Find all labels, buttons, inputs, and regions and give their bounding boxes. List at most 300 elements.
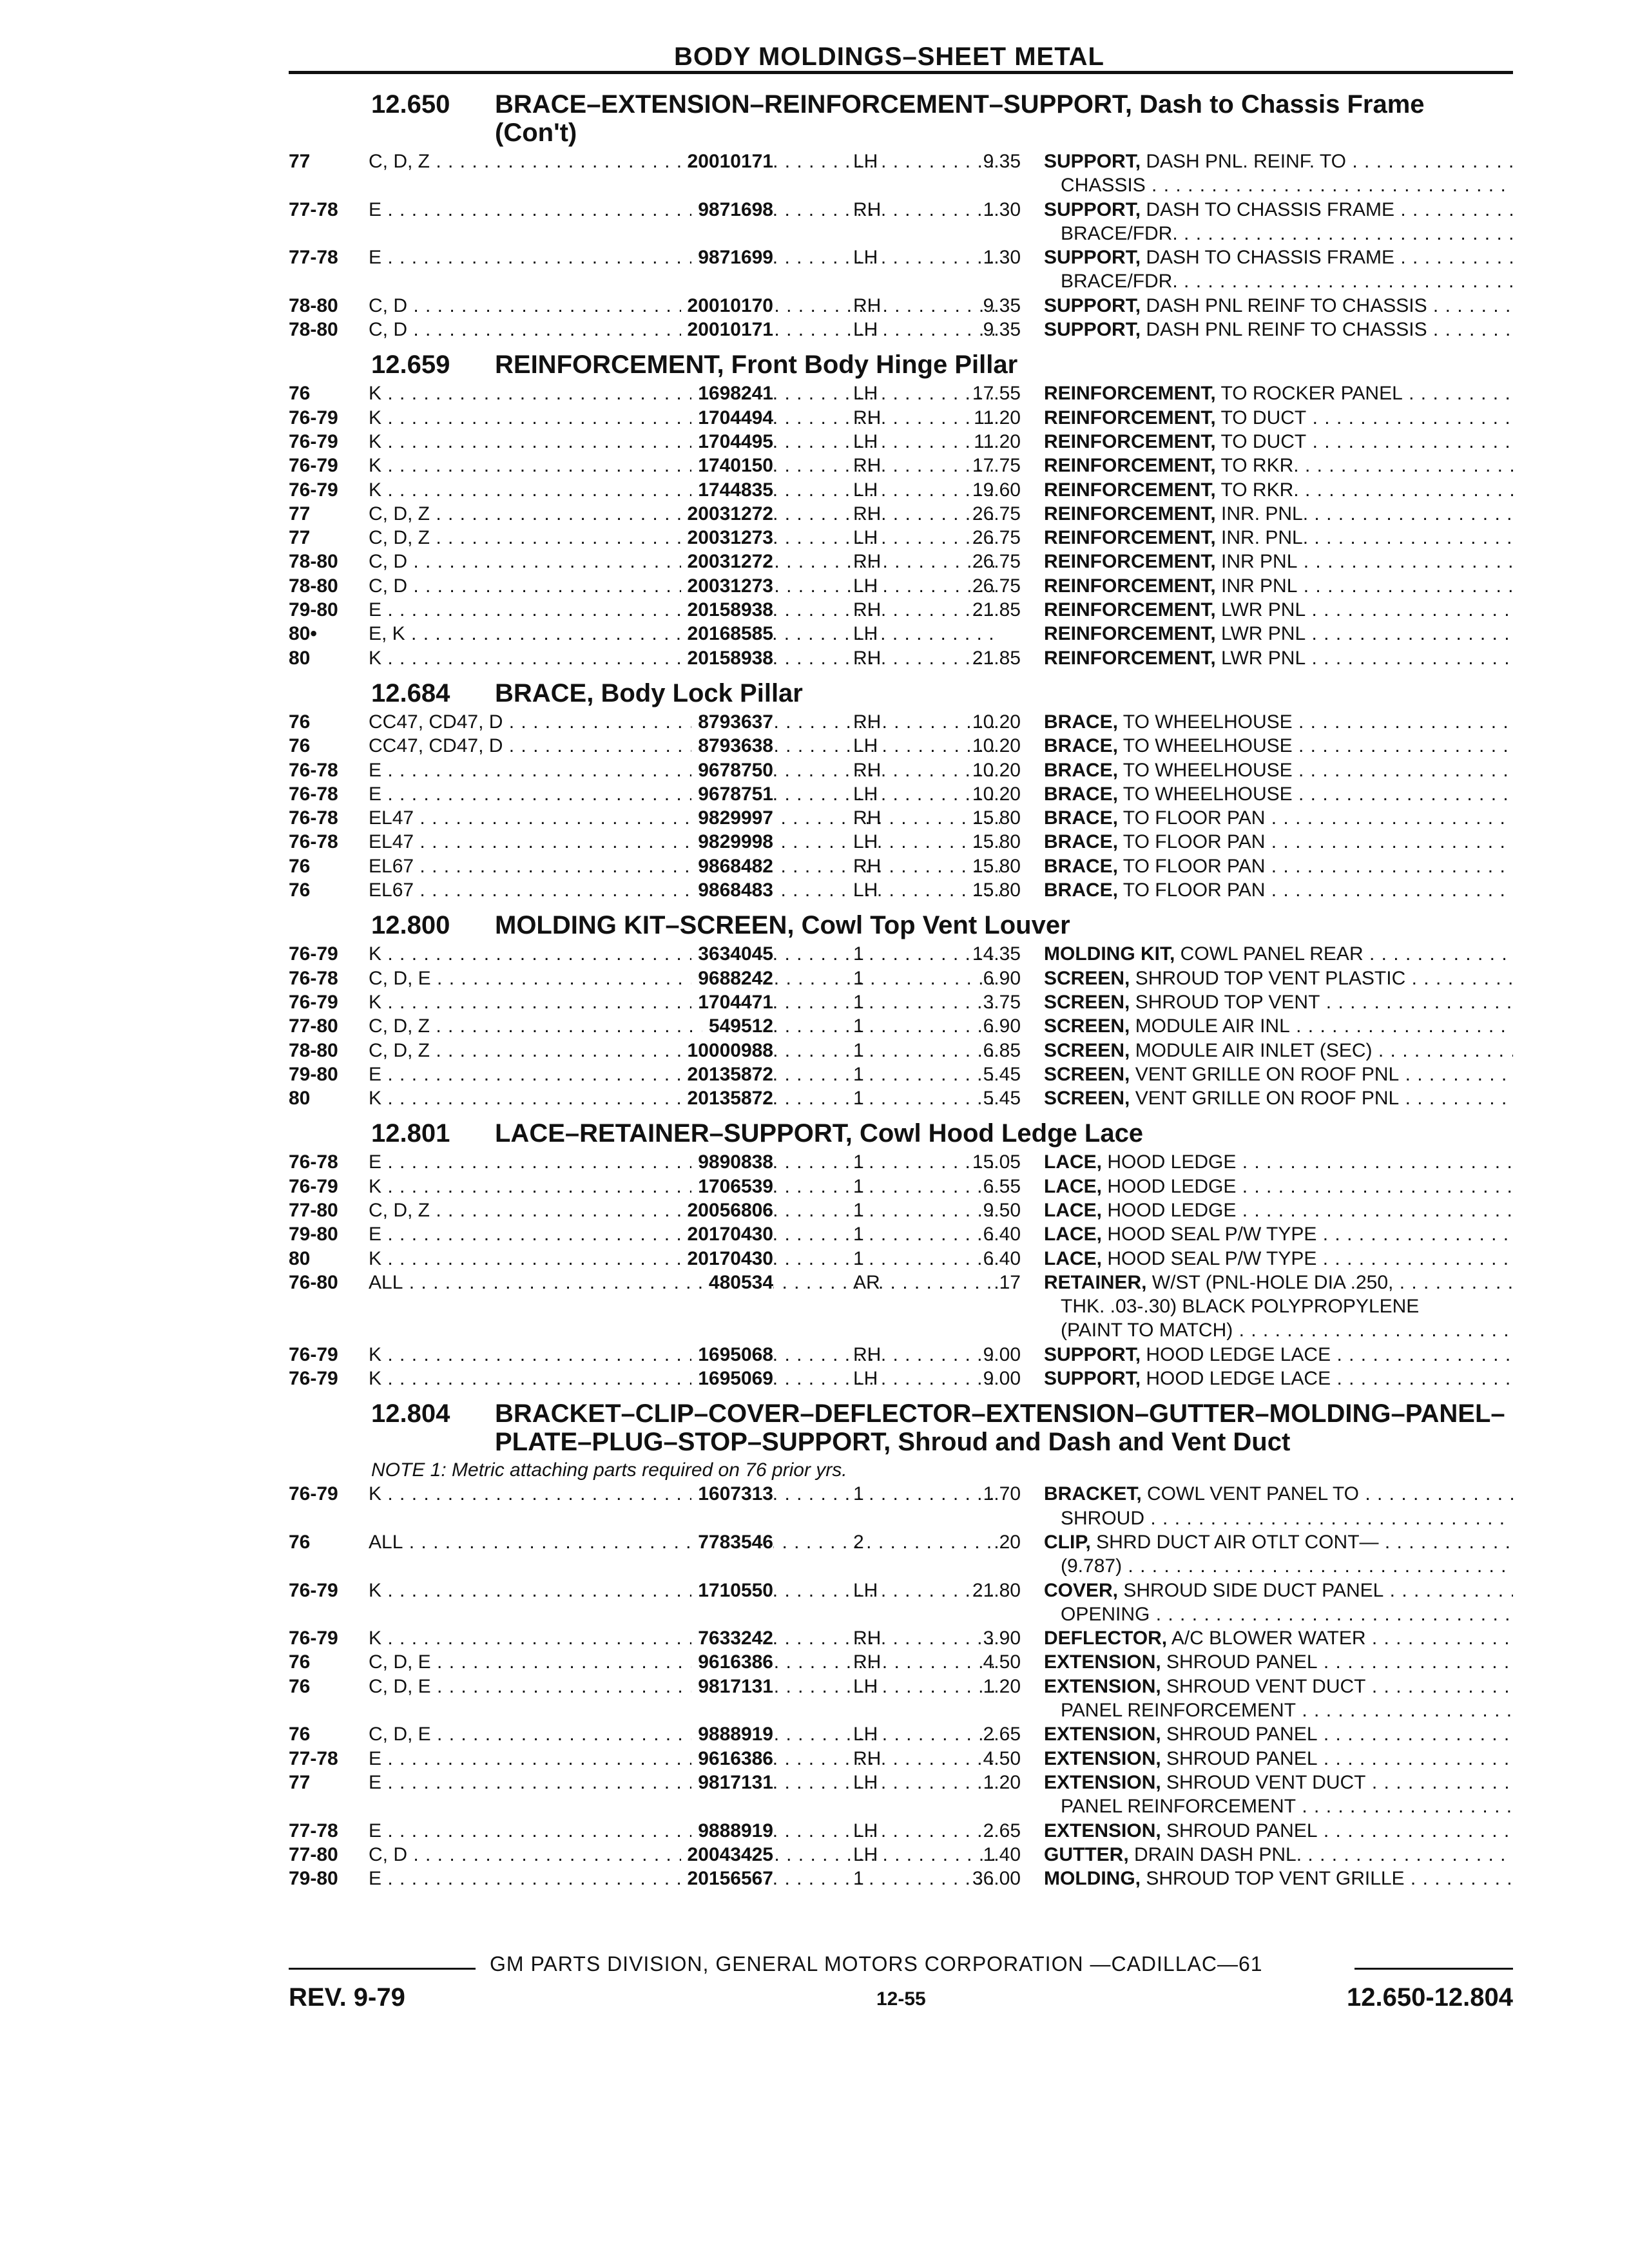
- model-year: 76-79: [289, 479, 338, 501]
- part-number: 480534: [702, 1271, 773, 1294]
- quantity-side: 1: [853, 1224, 864, 1245]
- description-text: CHASSIS: [1061, 175, 1146, 197]
- quantity-side: RH: [853, 759, 882, 781]
- part-row: [289, 502, 1513, 526]
- model-codes: K . . .: [369, 1367, 1000, 1390]
- part-number: 20043425: [681, 1843, 773, 1867]
- description-line: [1044, 1579, 1513, 1602]
- description-text: TO DUCT: [1215, 430, 1307, 452]
- model-codes: CC47, CD47, D . . .: [369, 710, 1000, 734]
- model-codes: K . . .: [369, 1482, 1000, 1506]
- section-number: 12.800: [371, 911, 450, 940]
- model-year: 76: [289, 1724, 311, 1745]
- part-number: 1710550: [691, 1579, 773, 1602]
- description-text: A/C BLOWER WATER: [1167, 1628, 1366, 1649]
- part-row: [289, 478, 1513, 502]
- description-text: LWR PNL: [1215, 599, 1306, 621]
- model-codes: K . . .: [369, 430, 1000, 454]
- description-line: [1044, 1650, 1513, 1674]
- part-row: [289, 806, 1513, 830]
- model-codes: E . . .: [369, 1150, 1000, 1174]
- list-price: 21.80: [972, 1579, 1021, 1601]
- list-price: 1.40: [983, 1843, 1021, 1865]
- model-year: 76-80: [289, 1271, 338, 1293]
- part-description: [1044, 294, 1513, 318]
- model-year: 79-80: [289, 599, 338, 621]
- part-description: [1044, 1271, 1513, 1343]
- section-number: 12.684: [371, 678, 450, 707]
- header-rule: [289, 71, 1513, 74]
- description-text: SHRD DUCT AIR OTLT CONT—: [1090, 1531, 1379, 1553]
- part-number: 1695068: [691, 1343, 773, 1367]
- footer-revision: REV. 9-79: [289, 1983, 405, 2012]
- part-number: 9868482: [691, 854, 773, 878]
- description-keyword: SCREEN,: [1044, 1088, 1130, 1110]
- description-text: TO FLOOR PAN: [1118, 831, 1266, 853]
- part-description: [1044, 598, 1513, 622]
- part-description: [1044, 1867, 1513, 1890]
- model-year: 77: [289, 1771, 311, 1793]
- model-year: 77-78: [289, 1820, 338, 1841]
- model-codes: K . . .: [369, 1626, 1000, 1650]
- description-text: HOOD LEDGE: [1102, 1199, 1237, 1221]
- part-description: [1044, 198, 1513, 246]
- list-price: 15.80: [972, 879, 1021, 901]
- part-number: 20158938: [681, 646, 773, 670]
- description-keyword: SUPPORT,: [1044, 151, 1141, 172]
- description-text: INR PNL: [1215, 575, 1298, 597]
- description-text: DASH PNL REINF TO CHASSIS: [1141, 319, 1427, 341]
- footer-section-range: 12.650-12.804: [1346, 1983, 1513, 2012]
- part-description: [1044, 454, 1513, 477]
- list-price: 6.90: [983, 1015, 1021, 1037]
- model-codes: C, D . . .: [369, 574, 1000, 598]
- model-year: 76-79: [289, 430, 338, 452]
- part-number: 20135872: [681, 1086, 773, 1110]
- footer-page-number: 12-55: [876, 1988, 926, 2010]
- part-row: [289, 1086, 1513, 1110]
- footer-rule-right: [1354, 1968, 1513, 1970]
- description-text: OPENING: [1061, 1603, 1150, 1625]
- description-line: [1044, 1039, 1513, 1062]
- description-keyword: SUPPORT,: [1044, 198, 1141, 220]
- part-row: [289, 710, 1513, 734]
- description-line: [1044, 1318, 1513, 1342]
- description-line: [1044, 1675, 1513, 1698]
- quantity-side: LH: [853, 1675, 878, 1697]
- model-year: 77: [289, 503, 311, 524]
- part-row: [289, 318, 1513, 341]
- description-text: INR PNL: [1215, 551, 1298, 573]
- part-row: [289, 646, 1513, 670]
- description-line: [1044, 245, 1513, 269]
- quantity-side: RH: [853, 1343, 882, 1365]
- model-codes: E . . .: [369, 782, 1000, 806]
- list-price: 1.20: [983, 1771, 1021, 1793]
- part-number: 9871698: [691, 198, 773, 222]
- description-text: DASH TO CHASSIS FRAME: [1141, 198, 1395, 220]
- model-codes: K . . .: [369, 1247, 1000, 1271]
- quantity-side: RH: [853, 455, 882, 477]
- quantity-side: LH: [853, 879, 878, 901]
- description-text: SHROUD PANEL: [1161, 1747, 1318, 1769]
- part-row: [289, 878, 1513, 902]
- list-price: 1.70: [983, 1483, 1021, 1505]
- part-number: 549512: [702, 1014, 773, 1038]
- part-description: [1044, 1367, 1513, 1390]
- part-row: [289, 1014, 1513, 1038]
- parts-listing: [289, 90, 1513, 1890]
- part-row: [289, 782, 1513, 806]
- part-number: 20135872: [681, 1062, 773, 1086]
- part-row: [289, 1579, 1513, 1627]
- description-text: SHROUD PANEL: [1161, 1651, 1318, 1673]
- description-keyword: LACE,: [1044, 1151, 1102, 1173]
- description-text: LWR PNL: [1215, 647, 1306, 669]
- model-codes: E . . .: [369, 1062, 1000, 1086]
- part-row: [289, 1675, 1513, 1723]
- description-line: [1044, 1175, 1513, 1198]
- part-description: [1044, 1482, 1513, 1530]
- description-line: [1044, 222, 1513, 245]
- description-text: TO RKR.: [1215, 455, 1299, 477]
- section-number: 12.804: [371, 1399, 450, 1428]
- section-note: NOTE 1: Metric attaching parts required on 76 prior yrs.: [371, 1459, 847, 1481]
- list-price: 9.00: [983, 1343, 1021, 1365]
- model-codes: C, D, Z . . .: [369, 1039, 1000, 1062]
- part-number: 9678751: [691, 782, 773, 806]
- part-row: [289, 149, 1513, 198]
- description-keyword: BRACE,: [1044, 711, 1119, 733]
- part-number: 1698241: [691, 381, 773, 405]
- part-number: 1704494: [691, 406, 773, 430]
- description-keyword: SCREEN,: [1044, 991, 1130, 1013]
- part-number: 20031272: [681, 550, 773, 573]
- part-number: 20031272: [681, 502, 773, 526]
- model-year: 76-79: [289, 991, 338, 1013]
- description-keyword: COVER,: [1044, 1579, 1119, 1601]
- part-row: [289, 1771, 1513, 1819]
- description-line: [1044, 1506, 1513, 1530]
- model-codes: ALL . . .: [369, 1271, 1000, 1294]
- part-number: 20031273: [681, 574, 773, 598]
- part-number: 1740150: [691, 454, 773, 477]
- part-number: 20158938: [681, 598, 773, 622]
- model-codes: E, K . . .: [369, 622, 1000, 646]
- description-line: [1044, 502, 1513, 526]
- description-text: DASH PNL REINF TO CHASSIS: [1141, 294, 1427, 316]
- description-keyword: EXTENSION,: [1044, 1724, 1161, 1745]
- model-year: 77-80: [289, 1199, 338, 1221]
- model-year: 79-80: [289, 1224, 338, 1245]
- description-keyword: BRACE,: [1044, 783, 1119, 805]
- description-keyword: SUPPORT,: [1044, 1343, 1141, 1365]
- description-keyword: MOLDING KIT,: [1044, 943, 1175, 965]
- description-line: [1044, 1794, 1513, 1818]
- quantity-side: RH: [853, 647, 882, 669]
- quantity-side: RH: [853, 711, 882, 733]
- description-text: W/ST (PNL-HOLE DIA .250,: [1146, 1271, 1394, 1293]
- part-number: 1744835: [691, 478, 773, 502]
- part-row: [289, 598, 1513, 622]
- description-line: [1044, 1602, 1513, 1626]
- quantity-side: 1: [853, 967, 864, 989]
- part-description: [1044, 1650, 1513, 1674]
- model-codes: K . . .: [369, 1086, 1000, 1110]
- model-year: 77-78: [289, 1747, 338, 1769]
- description-keyword: SUPPORT,: [1044, 247, 1141, 269]
- model-year: 77: [289, 527, 311, 549]
- model-codes: E . . .: [369, 245, 1000, 269]
- model-codes: EL67 . . .: [369, 854, 1000, 878]
- part-number: 8793638: [691, 734, 773, 758]
- quantity-side: 1: [853, 1088, 864, 1110]
- quantity-side: LH: [853, 479, 878, 501]
- quantity-side: LH: [853, 319, 878, 341]
- description-keyword: EXTENSION,: [1044, 1651, 1161, 1673]
- part-number: 1704471: [691, 990, 773, 1014]
- section-title: BRACE, Body Lock Pillar: [495, 678, 803, 707]
- description-keyword: REINFORCEMENT,: [1044, 479, 1216, 501]
- description-text: TO WHEELHOUSE: [1118, 759, 1293, 781]
- part-number: 9678750: [691, 758, 773, 782]
- model-year: 76: [289, 735, 311, 757]
- description-line: [1044, 1343, 1513, 1367]
- part-row: [289, 854, 1513, 878]
- part-row: [289, 245, 1513, 294]
- model-codes: C, D, Z . . .: [369, 1014, 1000, 1038]
- section-heading: [289, 90, 1513, 149]
- part-row: [289, 1062, 1513, 1086]
- list-price: 9.35: [983, 294, 1021, 316]
- description-text: PANEL REINFORCEMENT: [1061, 1700, 1296, 1722]
- list-price: 3.90: [983, 1628, 1021, 1649]
- description-keyword: BRACE,: [1044, 759, 1119, 781]
- part-description: [1044, 1343, 1513, 1367]
- description-keyword: LACE,: [1044, 1199, 1102, 1221]
- part-description: [1044, 1530, 1513, 1579]
- description-line: [1044, 1247, 1513, 1271]
- quantity-side: LH: [853, 1820, 878, 1841]
- description-line: [1044, 1150, 1513, 1174]
- part-number: 9888919: [691, 1819, 773, 1843]
- part-row: [289, 1343, 1513, 1367]
- description-keyword: EXTENSION,: [1044, 1820, 1161, 1841]
- part-description: [1044, 1722, 1513, 1746]
- model-year: 78-80: [289, 294, 338, 316]
- model-codes: CC47, CD47, D . . .: [369, 734, 1000, 758]
- quantity-side: RH: [853, 1747, 882, 1769]
- description-line: [1044, 149, 1513, 173]
- quantity-side: RH: [853, 503, 882, 524]
- part-description: [1044, 430, 1513, 454]
- list-price: 9.00: [983, 1368, 1021, 1390]
- model-year: 76-78: [289, 967, 338, 989]
- part-description: [1044, 245, 1513, 294]
- description-text: TO RKR.: [1215, 479, 1299, 501]
- part-number: 3634045: [691, 942, 773, 966]
- model-year: 78-80: [289, 1039, 338, 1061]
- model-year: 80: [289, 1247, 311, 1269]
- part-row: [289, 1650, 1513, 1674]
- part-row: [289, 198, 1513, 246]
- part-number: 9829997: [691, 806, 773, 830]
- part-row: [289, 758, 1513, 782]
- part-number: 20010171: [681, 149, 773, 173]
- description-line: [1044, 1294, 1513, 1318]
- description-text: SHROUD VENT DUCT: [1161, 1771, 1366, 1793]
- model-year: 77-80: [289, 1843, 338, 1865]
- part-description: [1044, 806, 1513, 830]
- quantity-side: RH: [853, 1628, 882, 1649]
- model-codes: C, D, Z . . .: [369, 502, 1000, 526]
- description-line: [1044, 550, 1513, 573]
- part-number: 20170430: [681, 1247, 773, 1271]
- part-description: [1044, 550, 1513, 573]
- description-line: [1044, 598, 1513, 622]
- list-price: 17.55: [972, 383, 1021, 405]
- quantity-side: LH: [853, 247, 878, 269]
- description-line: [1044, 990, 1513, 1014]
- model-codes: C, D, Z . . .: [369, 526, 1000, 550]
- description-text: HOOD LEDGE: [1102, 1151, 1237, 1173]
- part-number: 20156567: [681, 1867, 773, 1890]
- model-codes: E . . .: [369, 1819, 1000, 1843]
- description-line: [1044, 1530, 1513, 1554]
- part-number: 9868483: [691, 878, 773, 902]
- part-description: [1044, 1626, 1513, 1650]
- description-text: COWL PANEL REAR: [1175, 943, 1364, 965]
- description-line: [1044, 1086, 1513, 1110]
- description-keyword: LACE,: [1044, 1224, 1102, 1245]
- section-title: LACE–RETAINER–SUPPORT, Cowl Hood Ledge Lace: [495, 1119, 1144, 1148]
- part-description: [1044, 646, 1513, 670]
- description-text: DASH PNL. REINF. TO: [1141, 151, 1347, 172]
- part-description: [1044, 1247, 1513, 1271]
- description-line: [1044, 1771, 1513, 1794]
- model-codes: K . . .: [369, 381, 1000, 405]
- part-number: 20010170: [681, 294, 773, 318]
- description-keyword: REINFORCEMENT,: [1044, 407, 1216, 428]
- part-row: [289, 942, 1513, 966]
- part-row: [289, 1867, 1513, 1890]
- part-number: 1607313: [691, 1482, 773, 1506]
- part-row: [289, 574, 1513, 598]
- part-number: 7633242: [691, 1626, 773, 1650]
- part-number: 20170430: [681, 1222, 773, 1246]
- description-text: SHROUD PANEL: [1161, 1820, 1318, 1841]
- quantity-side: RH: [853, 1651, 882, 1673]
- part-number: 7783546: [691, 1530, 773, 1554]
- model-codes: C, D, E . . .: [369, 1722, 1000, 1746]
- list-price: 15.05: [972, 1151, 1021, 1173]
- description-keyword: REINFORCEMENT,: [1044, 647, 1216, 669]
- list-price: 11.20: [974, 407, 1021, 428]
- model-year: 77: [289, 151, 311, 172]
- model-year: 78-80: [289, 319, 338, 341]
- model-codes: K . . .: [369, 1579, 1000, 1602]
- model-year: 76-79: [289, 1368, 338, 1390]
- description-keyword: SCREEN,: [1044, 1039, 1130, 1061]
- description-text: VENT GRILLE ON ROOF PNL: [1130, 1088, 1400, 1110]
- description-keyword: EXTENSION,: [1044, 1675, 1161, 1697]
- model-year: 76-79: [289, 1483, 338, 1505]
- part-row: [289, 1198, 1513, 1222]
- description-text: TO WHEELHOUSE: [1118, 735, 1293, 757]
- part-description: [1044, 622, 1513, 646]
- description-keyword: EXTENSION,: [1044, 1771, 1161, 1793]
- description-keyword: REINFORCEMENT,: [1044, 527, 1216, 549]
- section-title: REINFORCEMENT, Front Body Hinge Pillar: [495, 351, 1018, 380]
- section-heading: [289, 1399, 1513, 1459]
- list-price: 21.85: [972, 647, 1021, 669]
- list-price: 14.35: [972, 943, 1021, 965]
- description-keyword: SCREEN,: [1044, 1015, 1130, 1037]
- model-codes: C, D, E . . .: [369, 966, 1000, 990]
- model-year: 76-78: [289, 1151, 338, 1173]
- model-codes: E . . .: [369, 198, 1000, 222]
- description-text: INR. PNL.: [1215, 527, 1309, 549]
- part-number: 9616386: [691, 1747, 773, 1771]
- section-title: BRACKET–CLIP–COVER–DEFLECTOR–EXTENSION–GUTTER–MOLDING–PANEL–PLATE–PLUG–STOP–SUPPORT, Shroud and Dash and Vent Duct: [495, 1399, 1505, 1457]
- list-price: 9.50: [983, 1199, 1021, 1221]
- description-text: INR. PNL.: [1215, 503, 1309, 524]
- list-price: 6.40: [983, 1247, 1021, 1269]
- list-price: 19.60: [972, 479, 1021, 501]
- part-row: [289, 1530, 1513, 1579]
- list-price: 6.55: [983, 1175, 1021, 1197]
- part-description: [1044, 1819, 1513, 1843]
- description-keyword: REINFORCEMENT,: [1044, 383, 1216, 405]
- list-price: 10.20: [972, 735, 1021, 757]
- description-line: [1044, 1747, 1513, 1771]
- list-price: 36.00: [972, 1868, 1021, 1890]
- part-row: [289, 1039, 1513, 1062]
- quantity-side: 1: [853, 1175, 864, 1197]
- model-codes: C, D . . .: [369, 1843, 1000, 1867]
- list-price: 4.50: [983, 1651, 1021, 1673]
- part-row: [289, 1626, 1513, 1650]
- part-description: [1044, 734, 1513, 758]
- description-text: DASH TO CHASSIS FRAME: [1141, 247, 1395, 269]
- list-price: .17: [994, 1271, 1021, 1293]
- list-price: 2.65: [983, 1724, 1021, 1745]
- description-keyword: BRACE,: [1044, 879, 1119, 901]
- part-description: [1044, 318, 1513, 341]
- model-year: 76: [289, 1675, 311, 1697]
- part-description: [1044, 758, 1513, 782]
- description-text: VENT GRILLE ON ROOF PNL: [1130, 1063, 1400, 1085]
- part-description: [1044, 1014, 1513, 1038]
- description-text: TO DUCT: [1215, 407, 1307, 428]
- part-row: [289, 1271, 1513, 1343]
- description-line: [1044, 198, 1513, 222]
- list-price: 26.75: [972, 575, 1021, 597]
- part-description: [1044, 966, 1513, 990]
- part-number: 20056806: [681, 1198, 773, 1222]
- model-codes: E . . .: [369, 758, 1000, 782]
- model-codes: K . . .: [369, 1343, 1000, 1367]
- part-description: [1044, 502, 1513, 526]
- list-price: 26.75: [972, 503, 1021, 524]
- model-year: 76-78: [289, 807, 338, 829]
- description-keyword: MOLDING,: [1044, 1868, 1141, 1890]
- description-keyword: REINFORCEMENT,: [1044, 599, 1216, 621]
- model-codes: C, D, Z . . .: [369, 1198, 1000, 1222]
- description-text: BRACE/FDR.: [1061, 271, 1178, 293]
- quantity-side: LH: [853, 1368, 878, 1390]
- description-line: [1044, 478, 1513, 502]
